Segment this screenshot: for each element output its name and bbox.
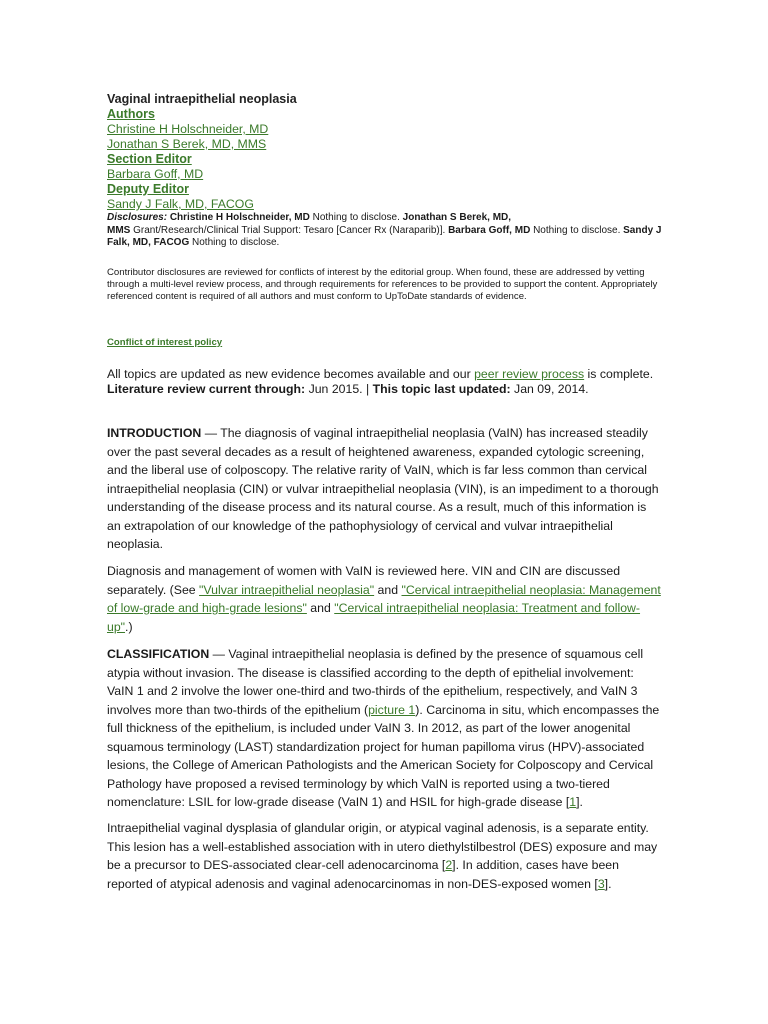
- classification-heading: CLASSIFICATION: [107, 647, 210, 661]
- peer-review-link[interactable]: peer review process: [474, 367, 585, 381]
- diag-text-b: and: [374, 582, 402, 597]
- classification-paragraph: [107, 645, 663, 812]
- contributor-note: Contributor disclosures are reviewed for conflicts of interest by the editorial group. When found, these are addressed by vetting through a multi-level review process, and through requirements for references to be provided to support the content. Appropriately referenced content is required of all authors and must conform to UpToDate standards of evidence.: [107, 267, 658, 302]
- reference-3-link[interactable]: 3: [597, 876, 605, 891]
- glandular-text-a: Intraepithelial vaginal dysplasia of glandular origin, or atypical vaginal adenosis, is a separate entity. This lesion has a well-established association with in utero diethylstilbestrol (DES) exposure and may be a precursor to DES-associated clear-cell adenocarcinoma [: [107, 821, 658, 872]
- diag-text-d: .): [125, 619, 133, 634]
- topic-header: [107, 92, 663, 250]
- author-link-2[interactable]: Jonathan S Berek, MD, MMS: [107, 137, 267, 151]
- deputy-editor-link[interactable]: Sandy J Falk, MD, FACOG: [107, 197, 254, 211]
- disclosure-text-3: Nothing to disclose.: [530, 224, 624, 236]
- last-updated-value: Jan 09, 2014.: [510, 382, 589, 396]
- disclosure-name-3: Barbara Goff, MD: [448, 224, 531, 236]
- glandular-text-b: ]. In addition, cases have been reported of atypical adenosis and vaginal adenocarcinomas in non-DES-exposed women [: [107, 858, 619, 891]
- update-info: [107, 367, 663, 397]
- introduction-heading: INTRODUCTION: [107, 426, 202, 440]
- reference-2-link[interactable]: 2: [445, 858, 453, 872]
- introduction-text: — The diagnosis of vaginal intraepithelial neoplasia (VaIN) has increased steadily over the past several decades as a result of heightened awareness, expanded cytologic screening, and the liberal use of colposcopy. The relative rarity of VaIN, which is far less common than cervical intraepithelial neoplasia (CIN) or vulvar intraepithelial neoplasia (VIN), is an impediment to a thorough understanding of the disease process and its natural course. As a result, much of this information is an extrapolation of our knowledge of the pathophysiology of cervical and vulvar intraepithelial neoplasia.: [107, 426, 659, 551]
- disclosures: [107, 212, 663, 250]
- deputy-editor-label[interactable]: Deputy Editor: [107, 182, 189, 196]
- section-editor-label[interactable]: Section Editor: [107, 152, 192, 166]
- classif-text-a: — Vaginal intraepithelial neoplasia is defined by the presence of squamous cell atypia without invasion. The disease is classified according to the depth of epithelial involvement: VaIN 1 and 2 involve the lower one-third and two-thirds of the epithelium, respectively, and VaIN 3 involves more than two-thirds of the epithelium (: [107, 647, 644, 717]
- disclosures-label: Disclosures:: [107, 212, 168, 223]
- lit-review-value: Jun 2015. |: [305, 382, 373, 396]
- last-updated-label: This topic last updated:: [372, 382, 511, 396]
- disclosure-name-4: Sandy J Falk, MD, FACOG: [107, 224, 662, 248]
- conflict-of-interest-link[interactable]: Conflict of interest policy: [107, 337, 223, 348]
- disclosure-name-2a: Jonathan S Berek, MD,: [402, 212, 512, 223]
- section-editor-link[interactable]: Barbara Goff, MD: [107, 167, 204, 181]
- diag-text-a: Diagnosis and management of women with VaIN is reviewed here. VIN and CIN are discussed separately. (See: [107, 564, 621, 597]
- disclosure-name-1: Christine H Holschneider, MD: [169, 212, 310, 223]
- updates-text-a: All topics are updated as new evidence becomes available and our: [107, 367, 475, 381]
- cin-management-link[interactable]: "Cervical intraepithelial neoplasia: Management of low-grade and high-grade lesions": [107, 582, 661, 615]
- introduction-paragraph: [107, 424, 663, 554]
- glandular-paragraph: [107, 819, 663, 893]
- disclosure-text-2: Grant/Research/Clinical Trial Support: Tesaro [Cancer Rx (Naraparib)].: [130, 224, 449, 236]
- glandular-text-c: ].: [604, 876, 612, 891]
- author-link-1[interactable]: Christine H Holschneider, MD: [107, 122, 269, 136]
- classif-text-b: ). Carcinoma in situ, which encompasses the full thickness of the epithelium, is included under VaIN 3. In 2012, as part of the lower anogenital squamous terminology (LAST) standardization project for human papilloma virus (HPV)-associated lesions, the College of American Pathologists and the American Society for Colposcopy and Cervical Pathology have proposed a revised terminology by which VaIN is reported using a two-tiered nomenclature: LSIL for low-grade disease (VaIN 1) and HSIL for high-grade disease [: [107, 702, 660, 809]
- reference-1-link[interactable]: 1: [569, 795, 577, 809]
- cin-treatment-link[interactable]: "Cervical intraepithelial neoplasia: Treatment and follow-up": [107, 601, 641, 634]
- vin-topic-link[interactable]: "Vulvar intraepithelial neoplasia": [199, 582, 375, 597]
- diag-text-c: and: [306, 601, 335, 615]
- disclosure-text-1: Nothing to disclose.: [309, 212, 403, 223]
- picture-1-link[interactable]: picture 1: [368, 702, 416, 717]
- authors-label[interactable]: Authors: [107, 107, 155, 121]
- updates-text-b: is complete.: [584, 367, 654, 381]
- lit-review-label: Literature review current through:: [107, 382, 306, 396]
- disclosure-name-2b: MMS: [107, 224, 131, 236]
- diagnosis-paragraph: [107, 562, 663, 636]
- classif-text-c: ].: [576, 795, 583, 809]
- topic-title: Vaginal intraepithelial neoplasia: [107, 92, 297, 106]
- disclosure-text-4: Nothing to disclose.: [189, 237, 280, 248]
